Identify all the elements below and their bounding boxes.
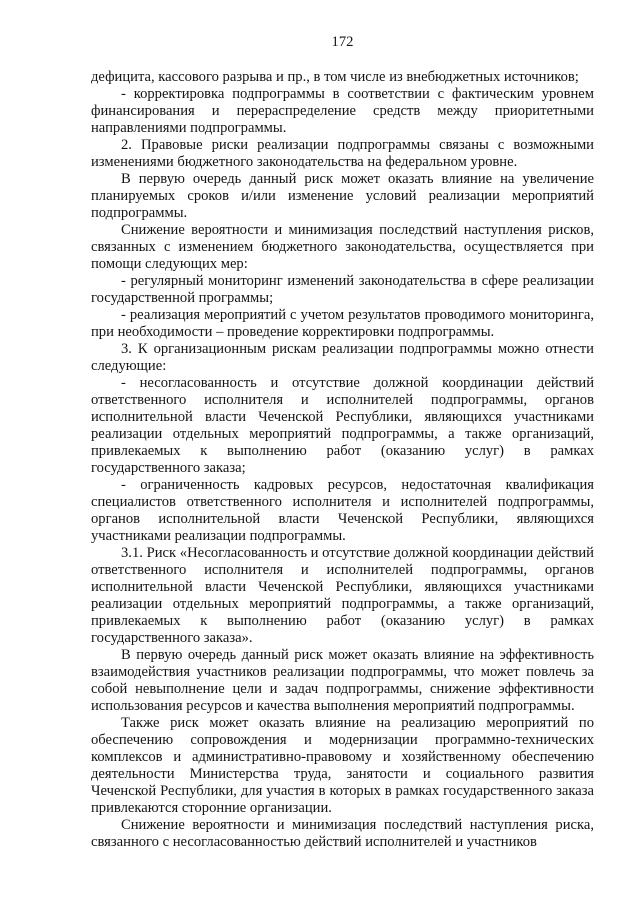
paragraph-legal-risk-mitigation: Снижение вероятности и минимизация последствий наступления рисков, связанных с изменением бюджетного законодательства, осуществляется при помощи следующих мер: — [91, 222, 594, 272]
paragraph-budget-correction: - корректировка подпрограммы в соответствии с фактическим уровнем финансирования и перераспределение средств между приоритетными направлениями подпрограммы. — [91, 86, 594, 136]
paragraph-risk-3-1-mitigation: Снижение вероятности и минимизация последствий наступления риска, связанного с несогласованностью действий исполнителей и участников — [91, 817, 594, 850]
paragraph-staff-item: - ограниченность кадровых ресурсов, недостаточная квалификация специалистов ответственного исполнителя и исполнителей подпрограммы, органов исполнительной власти Чеченской Республики, являющихся участниками реализации подпрограммы. — [91, 477, 594, 544]
document-page — [91, 34, 594, 851]
paragraph-organizational-risks: 3. К организационным рискам реализации подпрограммы можно отнести следующие: — [91, 341, 594, 374]
paragraph-continuation: дефицита, кассового разрыва и пр., в том числе из внебюджетных источников; — [91, 69, 579, 85]
page-number: 172 — [331, 34, 354, 50]
paragraph-risk-3-1: 3.1. Риск «Несогласованность и отсутствие должной координации действий ответственного исполнителя и исполнителей подпрограммы, органов исполнительной власти Чеченской Республики, являющихся участниками реализации отдельных мероприятий подпрограммы, а также организаций, привлекаемых к выполнению работ (оказанию услуг) в рамках государственного заказа». — [91, 545, 594, 646]
paragraph-legal-risks: 2. Правовые риски реализации подпрограммы связаны с возможными изменениями бюджетного законодательства на федеральном уровне. — [91, 137, 594, 170]
paragraph-legal-risk-impact: В первую очередь данный риск может оказать влияние на увеличение планируемых сроков и/или изменение условий реализации мероприятий подпрограммы. — [91, 171, 594, 221]
paragraph-risk-3-1-support: Также риск может оказать влияние на реализацию мероприятий по обеспечению сопровождения и модернизации программно-технических комплексов и административно-правовому и хозяйственному обеспечению деятельности Министерства труда, занятости и социального развития Чеченской Республики, для участия в которых в рамках государственного заказа привлекаются сторонние организации. — [91, 715, 594, 816]
paragraph-monitoring-item: - регулярный мониторинг изменений законодательства в сфере реализации государственной программы; — [91, 273, 594, 306]
paragraph-correction-item: - реализация мероприятий с учетом результатов проводимого мониторинга, при необходимости – проведение корректировки подпрограммы. — [91, 307, 594, 340]
paragraph-coordination-item: - несогласованность и отсутствие должной координации действий ответственного исполнителя и исполнителей подпрограммы, органов исполнительной власти Чеченской Республики, являющихся участниками реализации отдельных мероприятий подпрограммы, а также организаций, привлекаемых к выполнению работ (оказанию услуг) в рамках государственного заказа; — [91, 375, 594, 476]
paragraph-risk-3-1-impact: В первую очередь данный риск может оказать влияние на эффективность взаимодействия участников реализации подпрограммы, что может повлечь за собой невыполнение цели и задач подпрограммы, снижение эффективности использования ресурсов и качества выполнения мероприятий подпрограммы. — [91, 647, 594, 714]
